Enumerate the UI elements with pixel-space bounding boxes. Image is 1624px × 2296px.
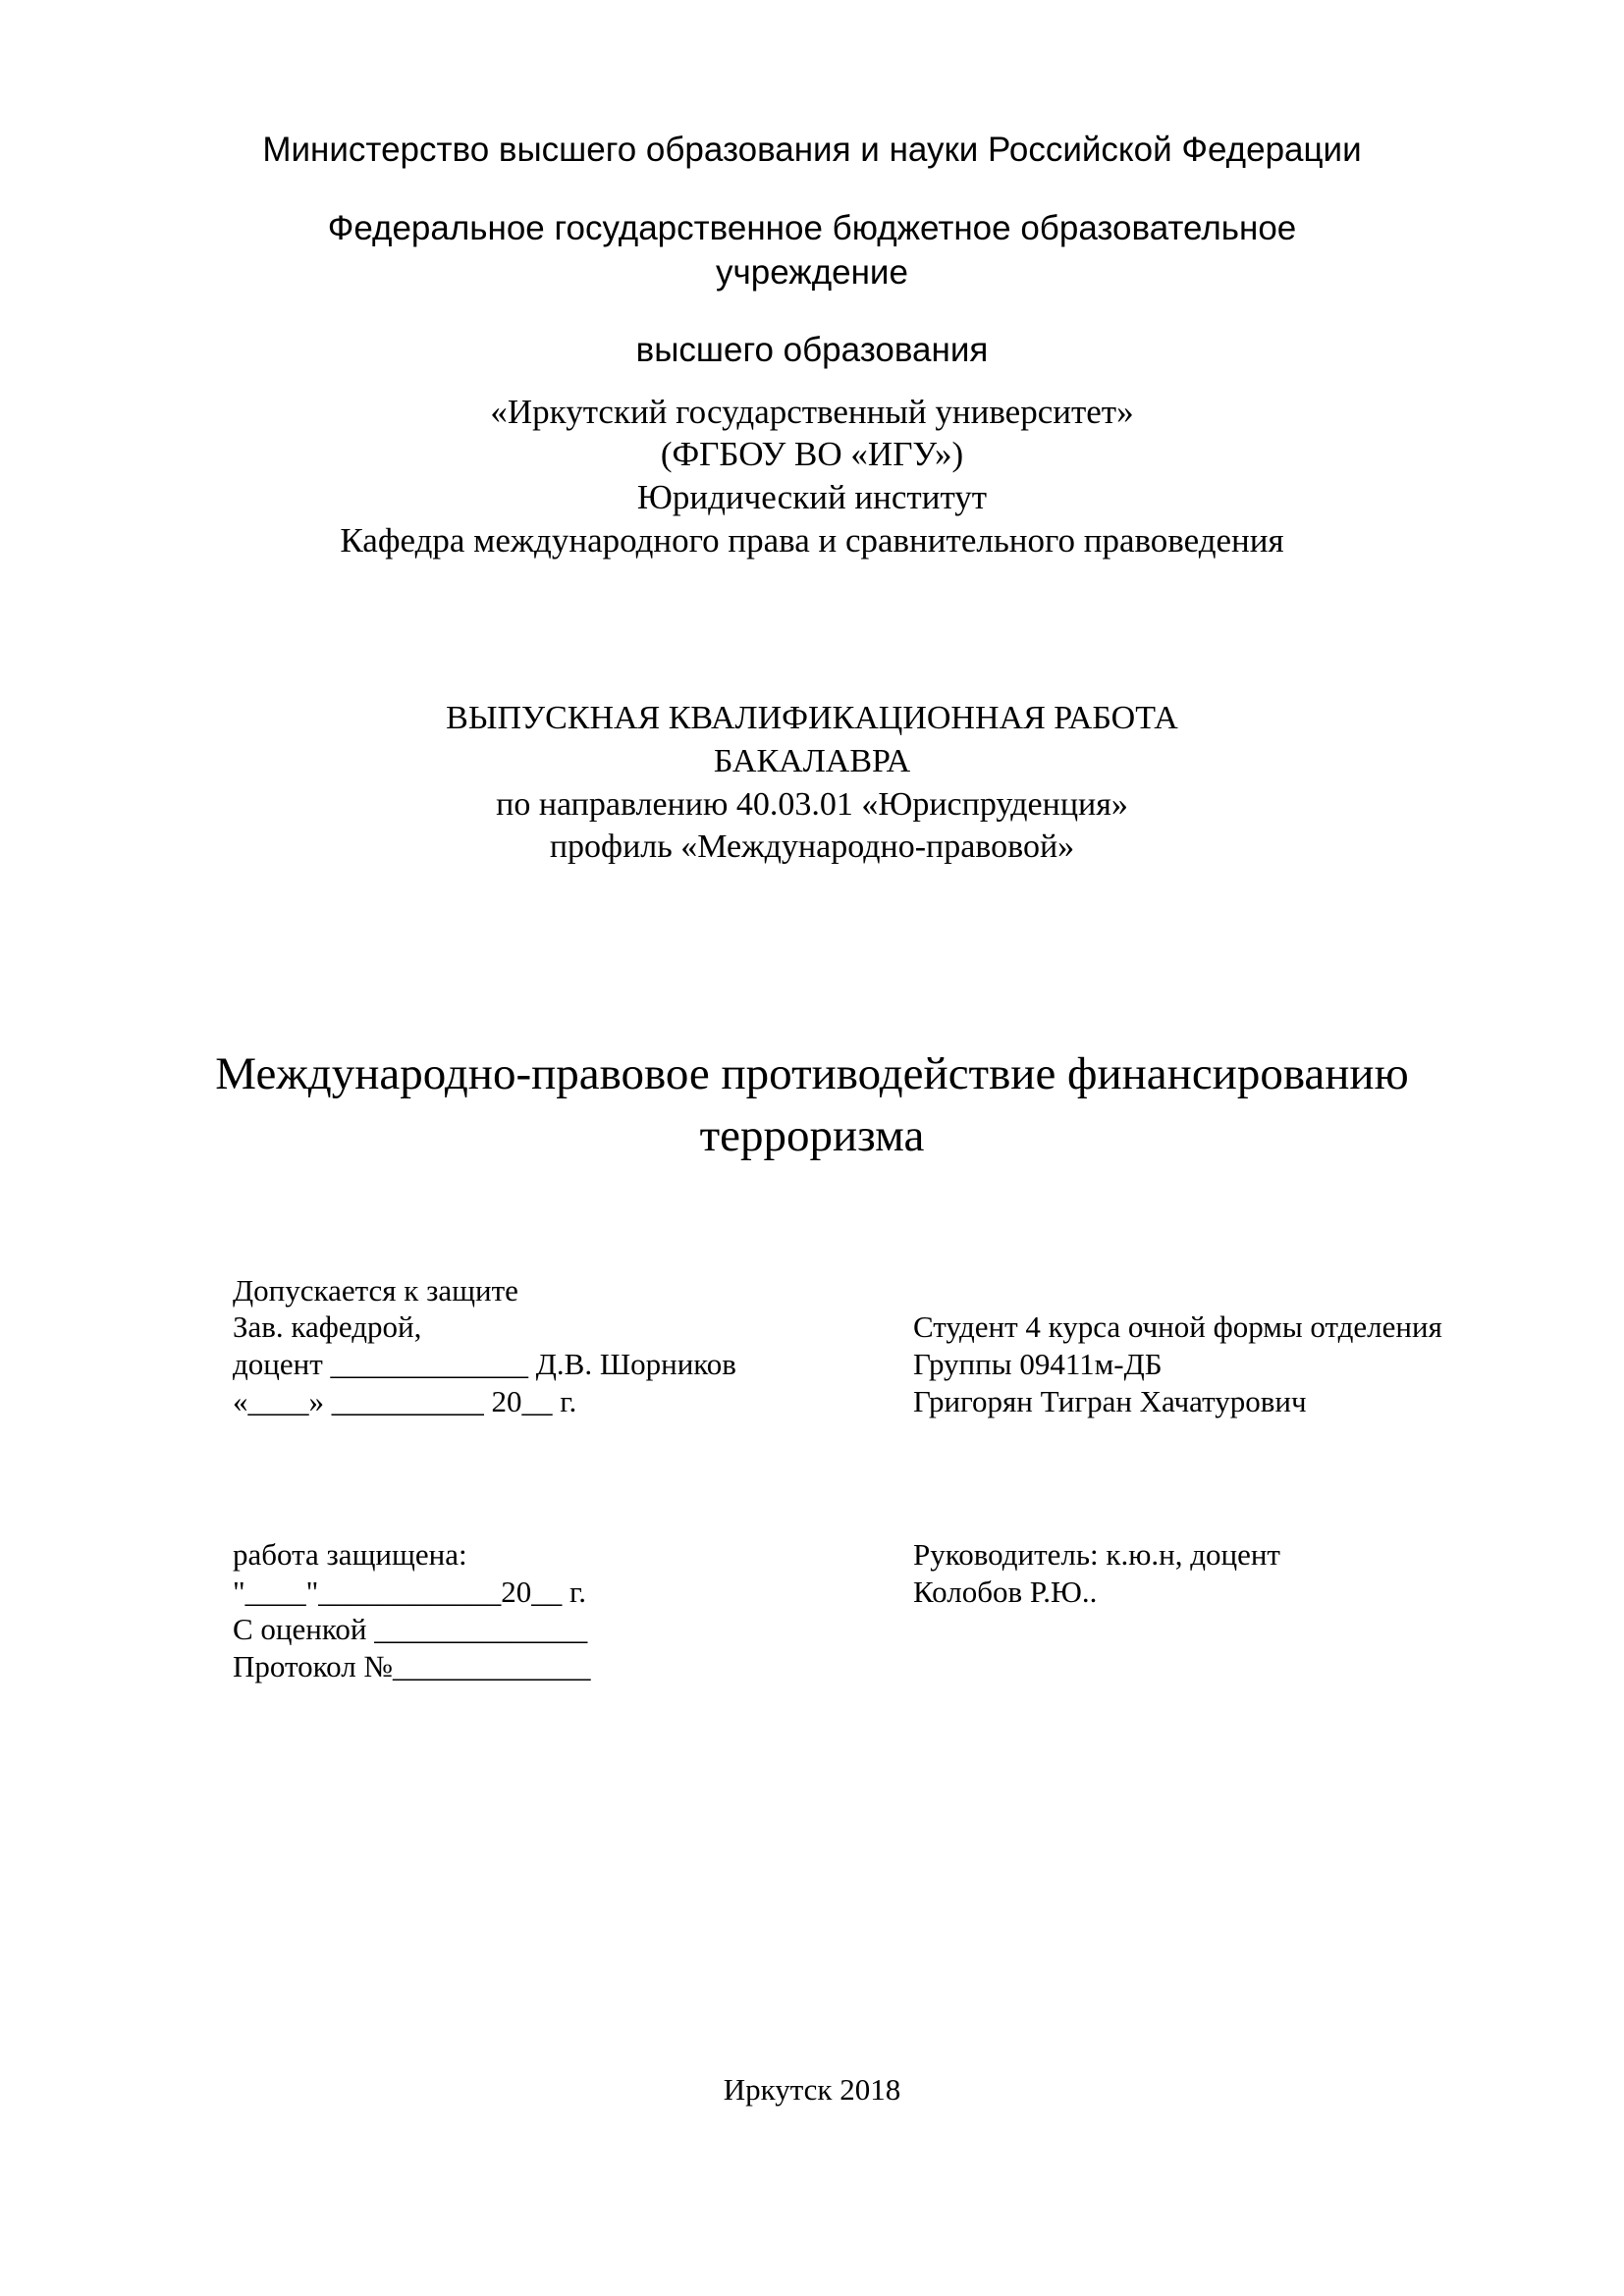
study-profile: профиль «Международно-правовой» (549, 828, 1075, 865)
student-course: Студент 4 курса очной формы отделения (913, 1309, 1442, 1344)
university-name: «Иркутский государственный университет» (490, 393, 1134, 431)
institution-type-line3: высшего образования (635, 331, 989, 369)
work-type-line2: БАКАЛАВРА (713, 743, 911, 779)
defense-line2: "____"____________20__ г. (233, 1575, 587, 1609)
department-name: Кафедра международного права и сравнительного правоведения (340, 521, 1284, 560)
student-group: Группы 09411м-ДБ (913, 1347, 1163, 1381)
study-direction: по направлению 40.03.01 «Юриспруденция» (496, 786, 1128, 823)
admission-line4: «____» __________ 20__ г. (233, 1384, 577, 1418)
institute-name: Юридический институт (636, 478, 988, 516)
defense-line4: Протокол №_____________ (233, 1649, 591, 1683)
city-year: Иркутск 2018 (723, 2072, 901, 2107)
thesis-topic-line1: Международно-правовое противодействие финансированию (215, 1048, 1409, 1099)
university-abbreviation: (ФГБОУ ВО «ИГУ») (660, 435, 964, 473)
defense-line1: работа защищена: (233, 1537, 467, 1572)
supervisor-title: Руководитель: к.ю.н, доцент (913, 1537, 1280, 1572)
admission-line3: доцент _____________ Д.В. Шорников (233, 1347, 736, 1381)
ministry-name: Министерство высшего образования и науки Российской Федерации (262, 131, 1362, 169)
defense-line3: С оценкой ______________ (233, 1612, 588, 1646)
student-name: Григорян Тигран Хачатурович (913, 1384, 1307, 1418)
institution-type-line1: Федеральное государственное бюджетное образовательное (327, 209, 1297, 247)
thesis-topic-line2: терроризма (699, 1110, 925, 1161)
admission-line2: Зав. кафедрой, (233, 1309, 422, 1344)
admission-line1: Допускается к защите (233, 1273, 518, 1308)
institution-type-line2: учреждение (716, 253, 908, 292)
work-type-line1: ВЫПУСКНАЯ КВАЛИФИКАЦИОННАЯ РАБОТА (446, 700, 1178, 736)
supervisor-name: Колобов Р.Ю.. (913, 1575, 1098, 1609)
